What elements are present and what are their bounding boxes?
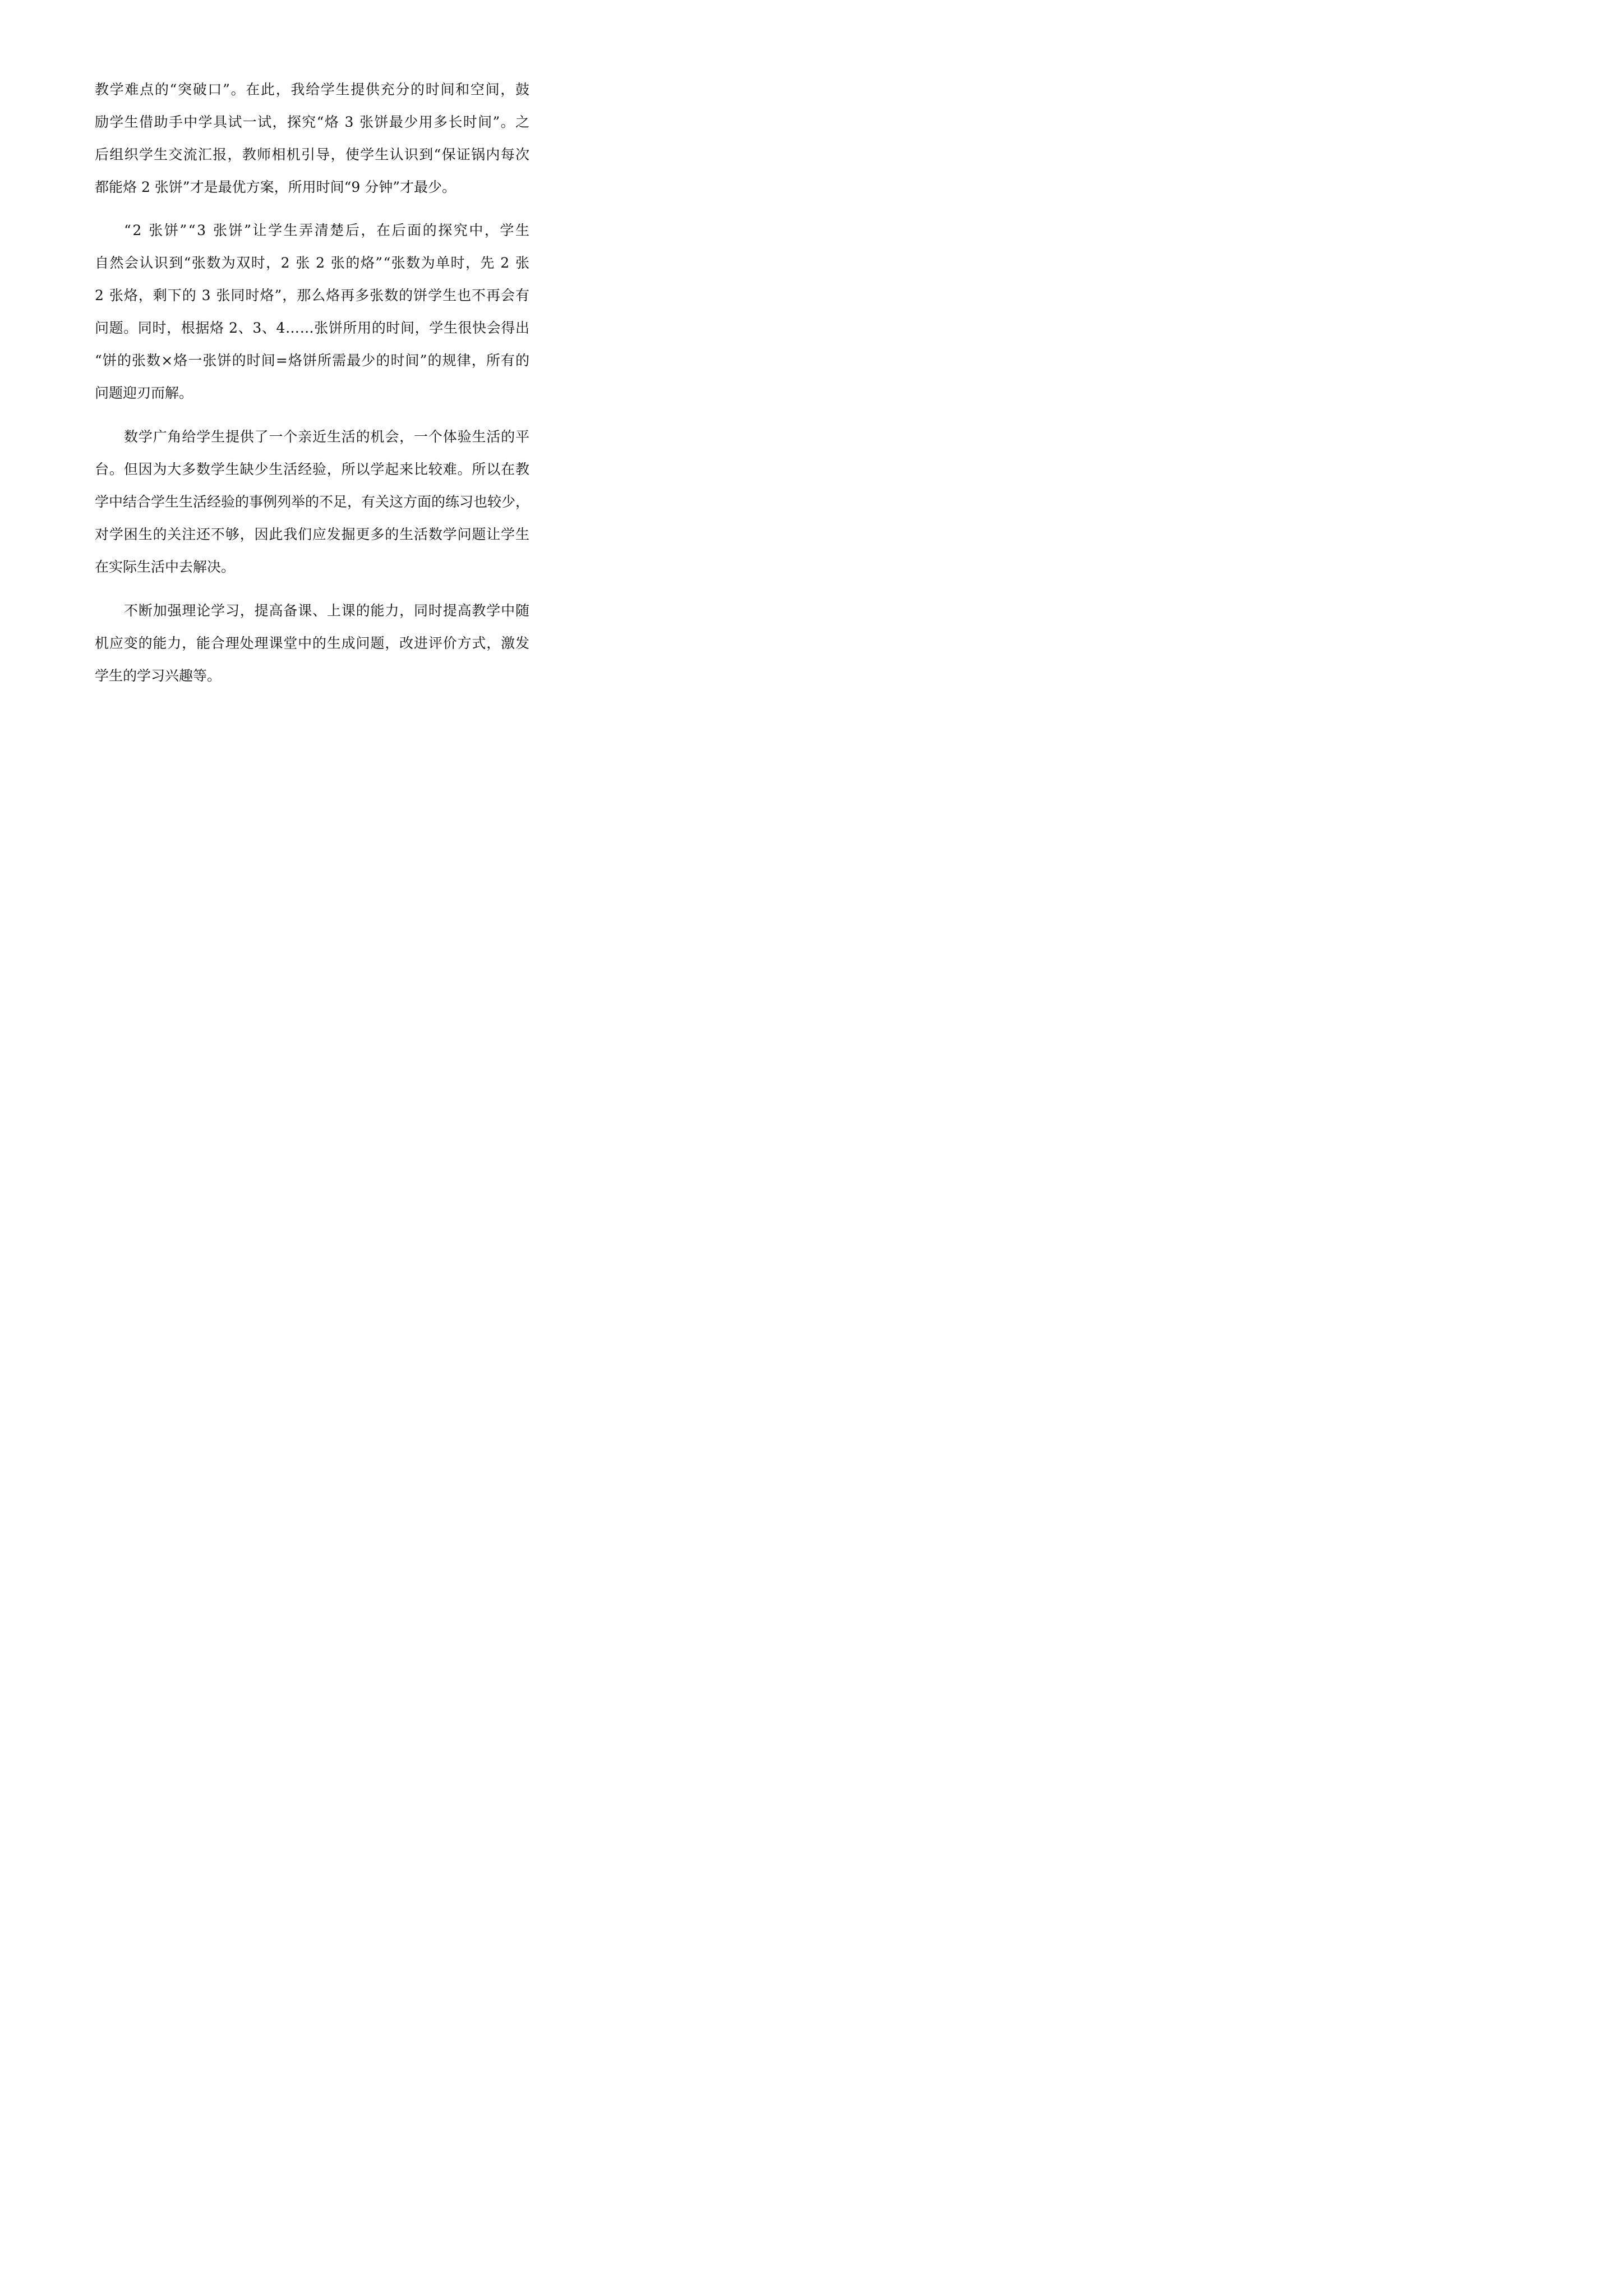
paragraph-2-line-4: 问题。同时，根据烙 2、3、4……张饼所用的时间，学生很快会得出 [95, 320, 530, 336]
paragraph-1-line-3: 后组织学生交流汇报，教师相机引导，使学生认识到“保证锅内每次 [95, 146, 531, 163]
paragraph-4-line-3: 学生的学习兴趣等。 [95, 668, 222, 684]
paragraph-4-line-2: 机应变的能力，能合理处理课堂中的生成问题，改进评价方式，激发 [95, 635, 530, 651]
paragraph-3-line-4: 对学困生的关注还不够，因此我们应发掘更多的生活数学问题让学生 [95, 526, 530, 542]
paragraph-2-line-5: “饼的张数×烙一张饼的时间=烙饼所需最少的时间”的规律，所有的 [95, 352, 531, 369]
paragraph-2-line-1: “2 张饼”“3 张饼”让学生弄清楚后，在后面的探究中，学生 [124, 222, 531, 238]
paragraph-2-line-6: 问题迎刃而解。 [95, 385, 193, 401]
paragraph-3-line-1: 数学广角给学生提供了一个亲近生活的机会，一个体验生活的平 [124, 429, 530, 445]
paragraph-4-line-1: 不断加强理论学习，提高备课、上课的能力，同时提高教学中随 [124, 602, 530, 619]
paragraph-1-line-4: 都能烙 2 张饼”才是最优方案，所用时间“9 分钟”才最少。 [95, 179, 456, 195]
paragraph-1-line-2: 励学生借助手中学具试一试，探究“烙 3 张饼最少用多长时间”。之 [95, 114, 531, 130]
paragraph-1-line-1: 教学难点的“突破口”。在此，我给学生提供充分的时间和空间，鼓 [95, 81, 531, 98]
paragraph-3-line-3: 学中结合学生生活经验的事例列举的不足，有关这方面的练习也较少， [95, 494, 529, 510]
paragraph-2-line-2: 自然会认识到“张数为双时，2 张 2 张的烙”“张数为单时，先 2 张 [95, 255, 531, 271]
paragraph-2-line-3: 2 张烙，剩下的 3 张同时烙”，那么烙再多张数的饼学生也不再会有 [95, 287, 530, 303]
paragraph-3-line-2: 台。但因为大多数学生缺少生活经验，所以学起来比较难。所以在教 [95, 461, 530, 477]
document-page [0, 0, 617, 873]
paragraph-3-line-5: 在实际生活中去解决。 [95, 559, 236, 575]
